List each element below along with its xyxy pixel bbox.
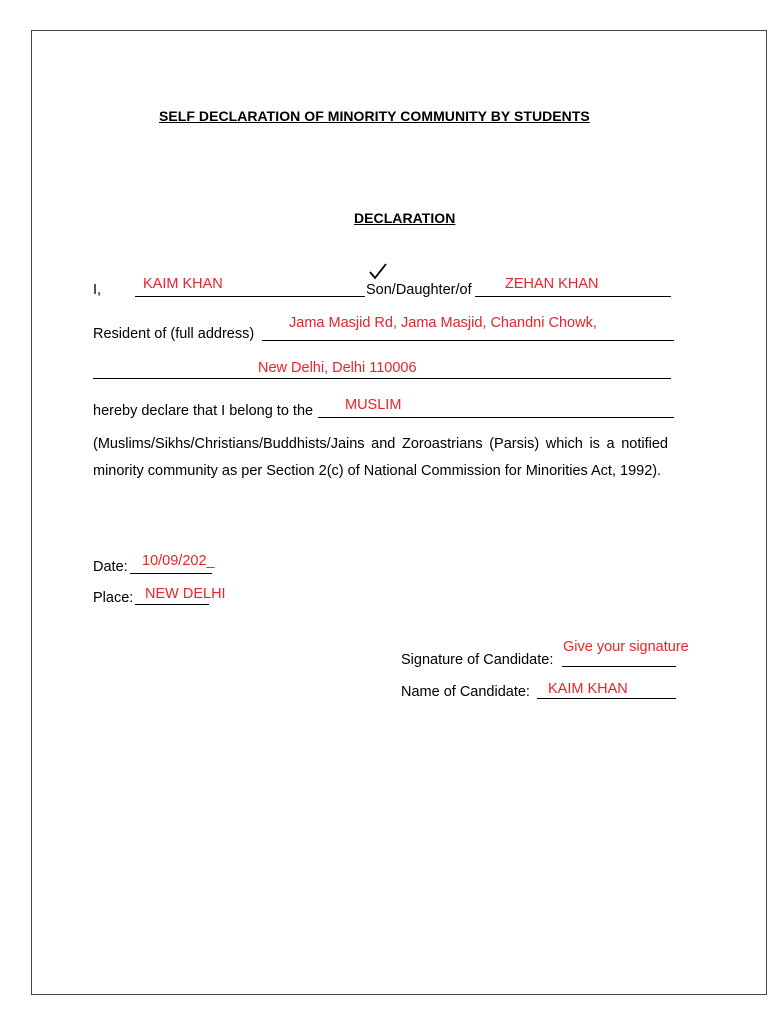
check-icon: [368, 261, 388, 281]
parent-name-value: ZEHAN KHAN: [505, 276, 599, 292]
line1-prefix: I,: [93, 282, 102, 298]
date-field-line[interactable]: [130, 573, 212, 574]
community-field-line[interactable]: [318, 417, 674, 418]
candidate-name-field-line[interactable]: [537, 698, 676, 699]
candidate-name-value: KAIM KHAN: [548, 681, 628, 697]
signature-label: Signature of Candidate:: [401, 652, 554, 668]
parent-field-line[interactable]: [475, 296, 671, 297]
date-label: Date:: [93, 559, 128, 575]
document-title: SELF DECLARATION OF MINORITY COMMUNITY BY STUDENTS: [159, 108, 590, 124]
place-value: NEW DELHI: [145, 586, 226, 602]
name-field-line[interactable]: [135, 296, 365, 297]
address-line1-field[interactable]: [262, 340, 674, 341]
place-field-line[interactable]: [135, 604, 209, 605]
place-label: Place:: [93, 590, 134, 606]
address-line2-field[interactable]: [93, 378, 671, 379]
signature-value: Give your signature: [563, 639, 689, 655]
address-line1-value: Jama Masjid Rd, Jama Masjid, Chandni Chowk,: [289, 315, 597, 331]
document-page: [31, 30, 767, 995]
name-value: KAIM KHAN: [143, 276, 223, 292]
candidate-name-label: Name of Candidate:: [401, 684, 530, 700]
signature-field-line[interactable]: [562, 666, 676, 667]
minority-paragraph: (Muslims/Sikhs/Christians/Buddhists/Jains and Zoroastrians (Parsis) which is a notified minority community as per Section 2(c) of National Commission for Minorities Act, 1992).: [93, 436, 668, 479]
belong-label: hereby declare that I belong to the: [93, 403, 314, 419]
community-value: MUSLIM: [345, 397, 402, 413]
date-value: 10/09/202_: [142, 553, 215, 569]
declaration-heading: DECLARATION: [354, 210, 456, 226]
relation-label: Son/Daughter/of: [366, 282, 472, 298]
resident-label: Resident of (full address): [93, 326, 255, 342]
address-line2-value: New Delhi, Delhi 110006: [258, 360, 417, 376]
